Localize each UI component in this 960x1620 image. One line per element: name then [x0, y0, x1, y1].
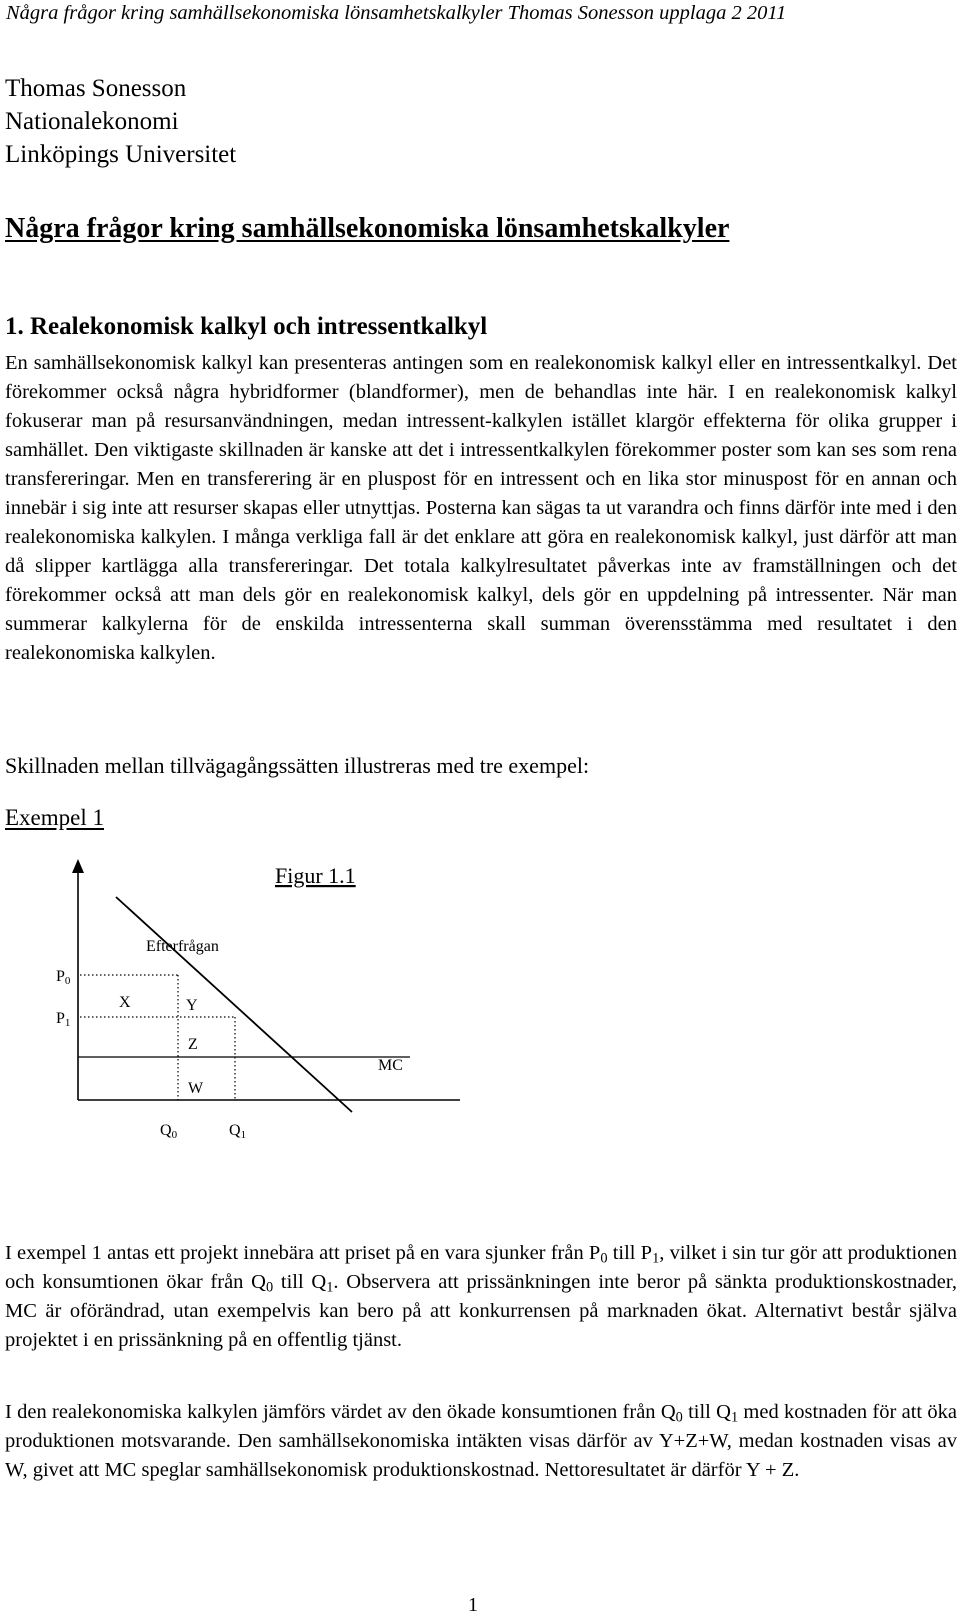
area-w-label: W — [188, 1080, 204, 1097]
q0-label: Q0 — [160, 1122, 178, 1141]
author-block — [5, 72, 236, 171]
q1-label: Q1 — [229, 1122, 247, 1141]
p1-label: P1 — [56, 1010, 71, 1029]
p0-label: P0 — [56, 968, 71, 987]
author-department: Nationalekonomi — [5, 108, 179, 135]
figure-diagram — [0, 855, 520, 1185]
running-header: Några frågor kring samhällsekonomiska lönsamhetskalkyler Thomas Sonesson upplaga 2 2011 — [6, 2, 787, 24]
mc-label: MC — [378, 1057, 403, 1074]
page-number: 1 — [468, 1594, 478, 1616]
section-heading: 1. Realekonomisk kalkyl och intressentkalkyl — [5, 313, 488, 340]
paragraph-intro: En samhällsekonomisk kalkyl kan presenteras antingen som en realekonomisk kalkyl eller en intressentkalkyl. Det förekommer också några hybridformer (blandformer), men de behandlas inte här. I en realekonomisk kalkyl fokuserar man på resursanvändningen, medan intressent-kalkylen istället klargör effekterna för olika grupper i samhället. Den viktigaste skillnaden är kanske att det i intressentkalkylen förekommer poster som kan ses som rena transfereringar. Men en transferering är en pluspost för en intressent och en lika stor minuspost för en annan och innebär i sig inte att resurser skapas eller utnyttjas. Posterna kan sägas ta ut varandra och finns därför inte med i den realekonomiska kalkylen. I många verkliga fall är det enklare att göra en realekonomisk kalkyl, just därför att man då slipper kartlägga alla transfereringar. Det totala kalkylresultatet påverkas inte av framställningen och det förekommer också att man dels gör en realekonomisk kalkyl, dels gör en uppdelning på intressenter. När man summerar kalkylerna för de enskilda intressenterna skall summan överensstämma med resultatet i den realekonomiska kalkylen. — [5, 352, 957, 664]
figure-1-1 — [0, 855, 520, 1185]
area-z-label: Z — [188, 1036, 198, 1053]
example-label: Exempel 1 — [5, 805, 104, 830]
author-university: Linköpings Universitet — [5, 141, 237, 168]
paragraph-real-economic-calc: I den realekonomiska kalkylen jämförs värdet av den ökade konsumtionen från $Q_0$ till $Q_1$ med kostnaden för att öka produktionen motsvarande. Den samhällsekonomiska intäkten visas därför av Y+Z+W, medan kostnaden visas av W, givet att MC speglar samhällsekonomisk produktionskostnad. Nettoresultatet är därför Y + Z. — [5, 1401, 957, 1481]
y-axis-arrow — [72, 859, 84, 873]
paragraph-examples-intro: Skillnaden mellan tillvägagångssätten illustreras med tre exempel: — [5, 753, 590, 778]
document-title: Några frågor kring samhällsekonomiska lönsamhetskalkyler — [5, 213, 730, 244]
figure-caption: Figur 1.1 — [275, 863, 356, 888]
paragraph-example-1: I exempel 1 antas ett projekt innebära att priset på en vara sjunker från $P_0$ till $P_1$, vilket i sin tur gör att produktionen och konsumtionen ökar från $Q_0$ till $Q_1$. Observera att prissänkningen inte beror på sänkta produktionskostnader, MC är oförändrad, utan exempelvis kan bero på att konkurrensen på marknaden ökat. Alternativt består själva projektet i en prissänkning på en offentlig tjänst. — [5, 1242, 957, 1351]
demand-curve — [116, 897, 352, 1112]
area-x-label: X — [119, 994, 131, 1011]
demand-label: Efterfrågan — [146, 938, 219, 955]
area-y-label: Y — [186, 997, 198, 1014]
author-name: Thomas Sonesson — [5, 75, 187, 102]
